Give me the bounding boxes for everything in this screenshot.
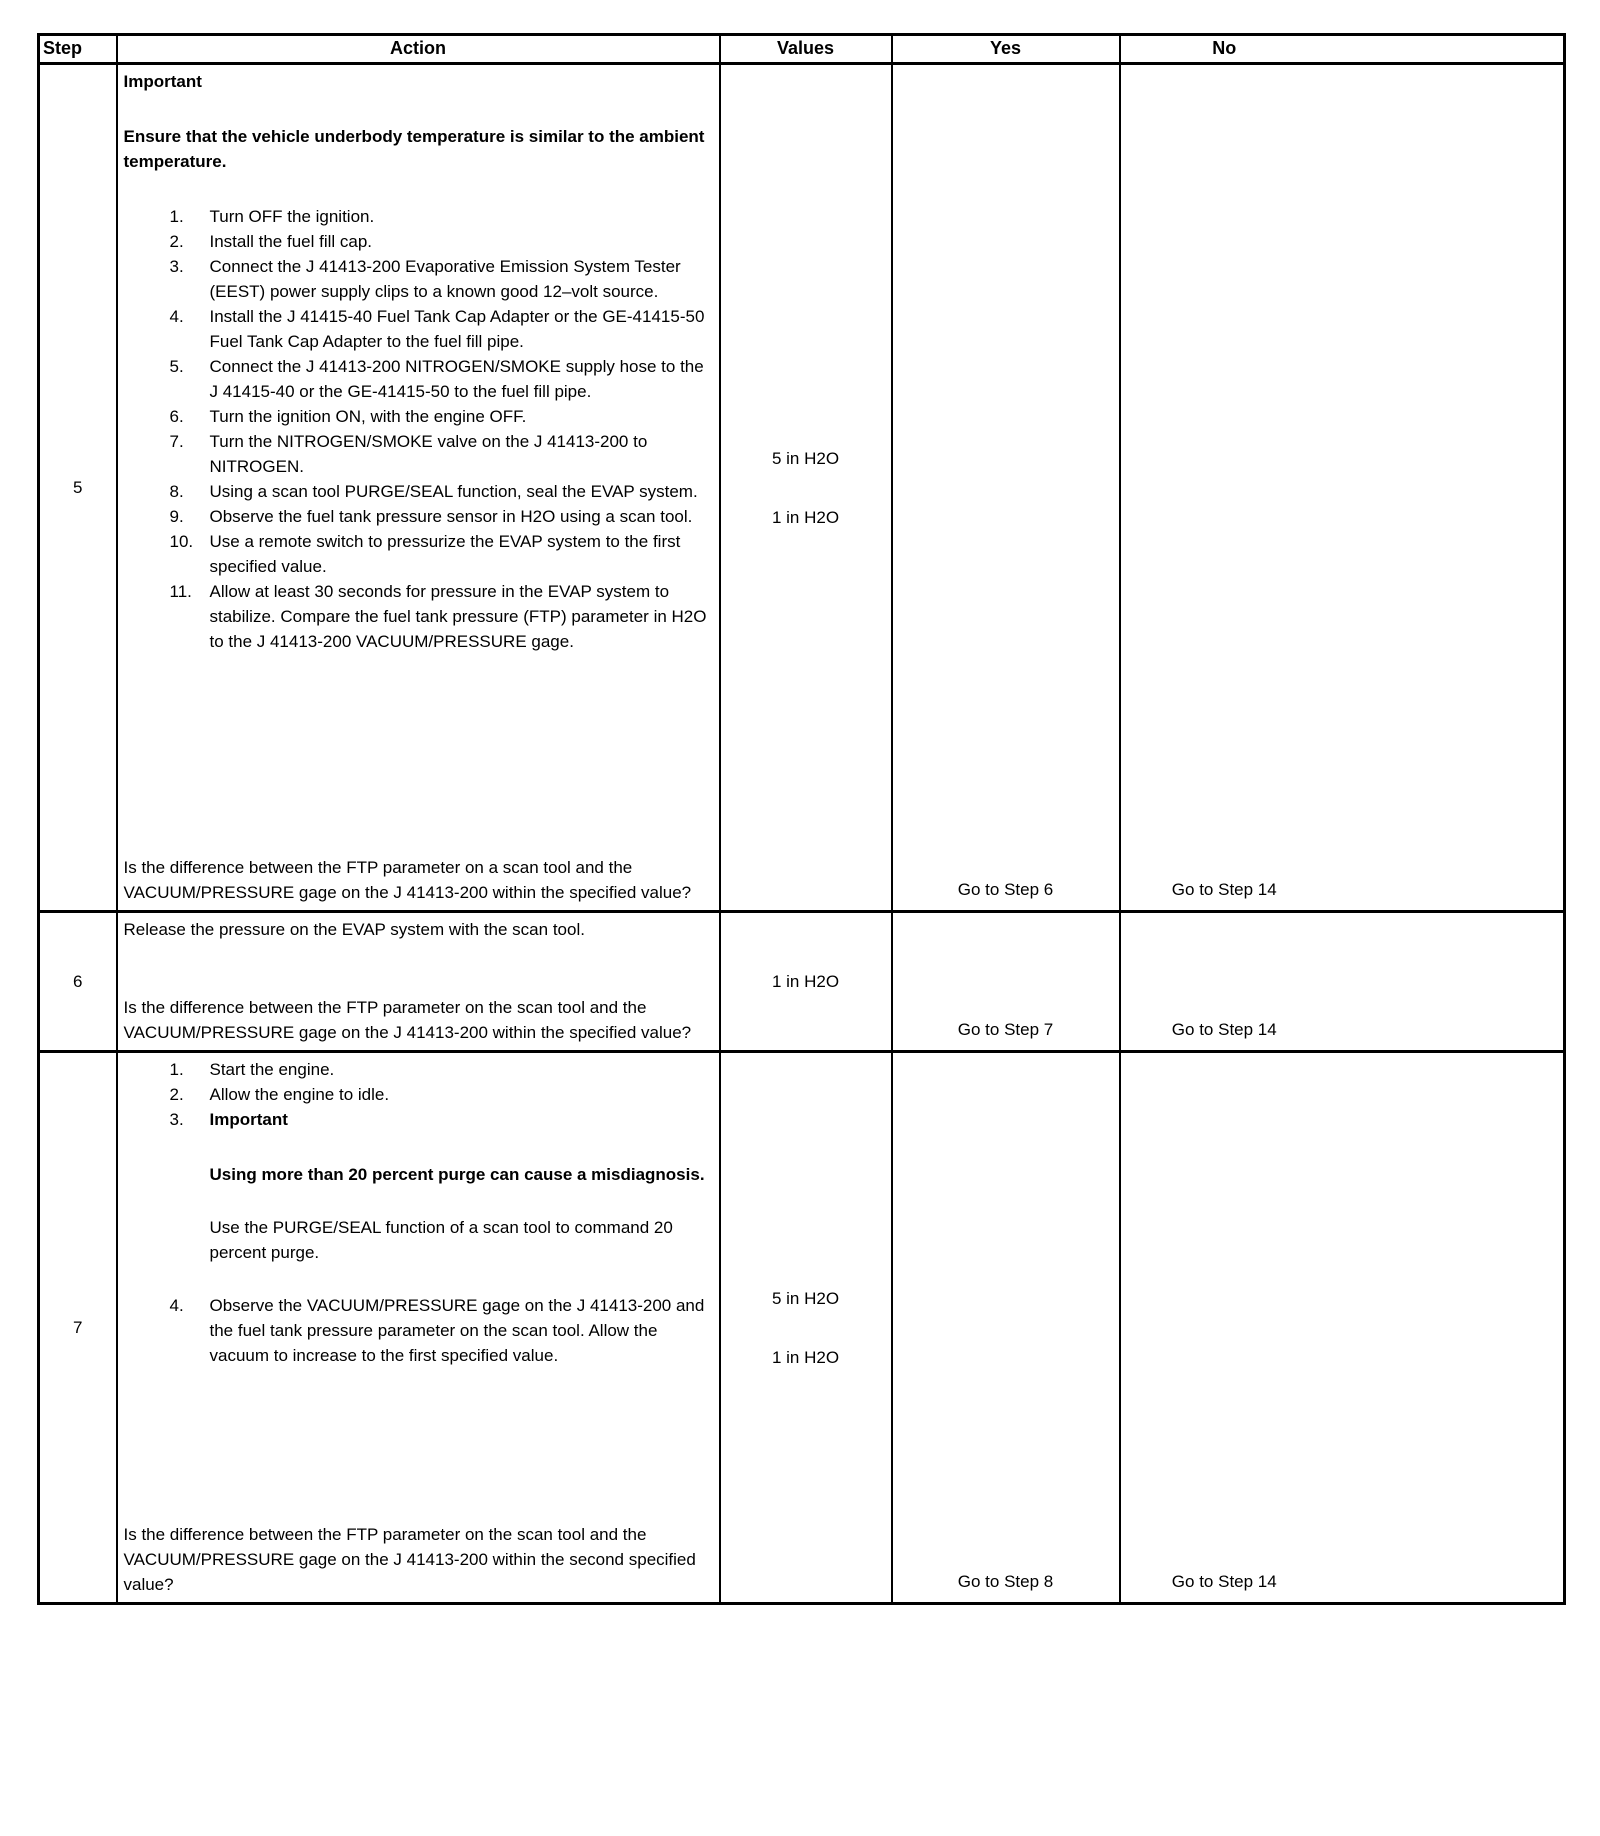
action-question: Is the difference between the FTP parameter on a scan tool and the VACUUM/PRESSURE gage on the J 41413-200 within the specified value? [123, 858, 692, 902]
action-question: Is the difference between the FTP parameter on the scan tool and the VACUUM/PRESSURE gage on the J 41413-200 within the second specified value? [123, 1525, 696, 1594]
column-header-no: No [1120, 35, 1565, 64]
list-item-text: Turn the NITROGEN/SMOKE valve on the J 41413-200 to NITROGEN. [209, 432, 648, 476]
step-number: 7 [39, 1052, 117, 1604]
table-row-step-6 [39, 912, 1565, 1052]
list-item [170, 1082, 711, 1107]
list-item-text: Using a scan tool PURGE/SEAL function, seal the EVAP system. [209, 482, 698, 501]
list-item-number: 3. [169, 1110, 184, 1129]
value-text: 1 in H2O [771, 972, 840, 991]
table-row-step-7 [39, 1052, 1565, 1604]
column-header-yes: Yes [892, 35, 1120, 64]
list-item-number: 5. [169, 357, 184, 376]
list-item-text: Turn OFF the ignition. [209, 207, 375, 226]
yes-cell [892, 912, 1120, 1052]
list-item [170, 429, 711, 479]
list-item-number: 4. [169, 307, 184, 326]
list-item-text: Observe the VACUUM/PRESSURE gage on the J 41413-200 and the fuel tank pressure parameter on the scan tool. Allow the vacuum to increase to the first specified value. [209, 1296, 705, 1365]
no-cell [1120, 64, 1565, 912]
list-item-text: Allow the engine to idle. [209, 1085, 390, 1104]
list-item [170, 229, 711, 254]
list-item-number: 1. [169, 1060, 184, 1079]
list-item [170, 1057, 711, 1082]
list-item-number: 8. [169, 482, 184, 501]
no-cell [1120, 1052, 1565, 1604]
table-row-step-5 [39, 64, 1565, 912]
list-item-number: 9. [169, 507, 184, 526]
list-item-text: Start the engine. [209, 1060, 335, 1079]
step-number: 6 [39, 912, 117, 1052]
goto-step-text: Go to Step 14 [1171, 1020, 1277, 1039]
goto-step-text: Go to Step 7 [957, 1020, 1054, 1039]
goto-step-text: Go to Step 14 [1171, 1572, 1277, 1591]
numbered-list [124, 1057, 711, 1368]
values-cell [720, 64, 892, 912]
action-question: Is the difference between the FTP parameter on the scan tool and the VACUUM/PRESSURE gage on the J 41413-200 within the specified value? [123, 998, 692, 1042]
list-item-number: 2. [169, 232, 184, 251]
action-cell [117, 64, 720, 912]
column-header-values: Values [720, 35, 892, 64]
list-item-number: 1. [169, 207, 184, 226]
list-item [170, 204, 711, 229]
list-item [170, 304, 711, 354]
value-text: 5 in H2O [771, 1288, 840, 1308]
list-item [170, 254, 711, 304]
yes-cell [892, 1052, 1120, 1604]
important-text: Ensure that the vehicle underbody temperature is similar to the ambient temperature. [123, 127, 705, 171]
list-item [170, 1107, 711, 1265]
list-item-number: 7. [169, 432, 184, 451]
action-text: Release the pressure on the EVAP system with the scan tool. [123, 920, 585, 939]
list-item-number: 4. [169, 1296, 184, 1315]
column-header-step: Step [39, 35, 117, 64]
list-item-number: 2. [169, 1085, 184, 1104]
header-row [39, 35, 1565, 64]
list-item-number: 10. [169, 532, 194, 551]
list-item-text: Install the fuel fill cap. [209, 232, 373, 251]
list-item-text: Connect the J 41413-200 Evaporative Emission System Tester (EEST) power supply clips to a known good 12–volt source. [209, 257, 681, 301]
list-item [170, 504, 711, 529]
list-item [170, 479, 711, 504]
no-cell [1120, 912, 1565, 1052]
list-item-text: Connect the J 41413-200 NITROGEN/SMOKE supply hose to the J 41415-40 or the GE-41415-50 to the fuel fill pipe. [209, 357, 704, 401]
goto-step-text: Go to Step 8 [957, 1572, 1054, 1591]
list-item-subtext: Use the PURGE/SEAL function of a scan tool to command 20 percent purge. [209, 1218, 673, 1262]
list-item-text: Allow at least 30 seconds for pressure in the EVAP system to stabilize. Compare the fuel tank pressure (FTP) parameter in H2O to the J 41413-200 VACUUM/PRESSURE gage. [209, 582, 707, 651]
list-item [170, 1293, 711, 1368]
list-item-text: Install the J 41415-40 Fuel Tank Cap Adapter or the GE-41415-50 Fuel Tank Cap Adapter to the fuel fill pipe. [209, 307, 705, 351]
numbered-list [124, 204, 711, 654]
goto-step-text: Go to Step 14 [1171, 880, 1277, 899]
action-cell [117, 912, 720, 1052]
values-cell [720, 1052, 892, 1604]
list-item [170, 354, 711, 404]
list-item [170, 579, 711, 654]
list-item [170, 404, 711, 429]
goto-step-text: Go to Step 6 [957, 880, 1054, 899]
list-item-number: 3. [169, 257, 184, 276]
column-header-action: Action [117, 35, 720, 64]
list-item-text: Use a remote switch to pressurize the EVAP system to the first specified value. [209, 532, 681, 576]
important-label: Important [209, 1110, 288, 1129]
step-number: 5 [39, 64, 117, 912]
list-item-number: 6. [169, 407, 184, 426]
important-label: Important [123, 72, 202, 91]
value-text: 1 in H2O [771, 1347, 840, 1367]
list-item-text: Observe the fuel tank pressure sensor in H2O using a scan tool. [209, 507, 693, 526]
action-cell [117, 1052, 720, 1604]
values-cell [720, 912, 892, 1052]
list-item-text: Turn the ignition ON, with the engine OFF. [209, 407, 527, 426]
list-item [170, 529, 711, 579]
value-text: 1 in H2O [771, 507, 840, 527]
list-item-text [210, 1107, 711, 1265]
value-text: 5 in H2O [771, 448, 840, 468]
list-item-number: 11. [169, 582, 192, 601]
diagnostic-table [37, 33, 1566, 1605]
important-text: Using more than 20 percent purge can cause a misdiagnosis. [209, 1165, 705, 1184]
yes-cell [892, 64, 1120, 912]
